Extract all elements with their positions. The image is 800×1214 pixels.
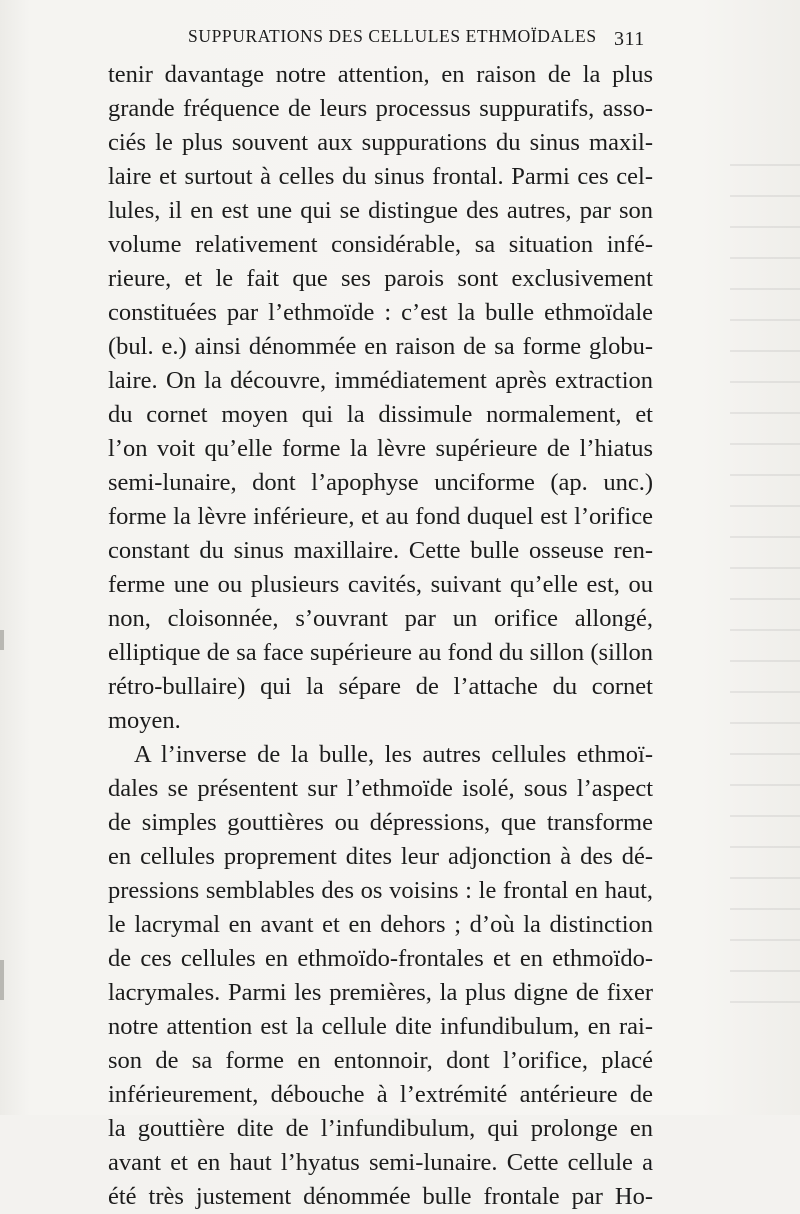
text-line: tenir davantage notre attention, en raison de la plus	[108, 61, 653, 88]
body-text	[108, 58, 653, 1214]
text-line: le lacrymal en avant et en dehors ; d’où la distinction	[108, 911, 653, 938]
running-header: SUPPURATIONS DES CELLULES ETHMOÏDALES	[188, 26, 597, 46]
text-line: ferme une ou plusieurs cavités, suivant qu’elle est, ou	[108, 571, 653, 598]
text-line: de ces cellules en ethmoïdo-frontales et en ethmoïdo-	[108, 945, 653, 972]
text-line: l’on voit qu’elle forme la lèvre supérieure de l’hiatus	[108, 435, 653, 462]
text-line: en cellules proprement dites leur adjonction à des dé-	[108, 843, 653, 870]
page-edge-mark	[0, 960, 4, 1000]
text-line: constituées par l’ethmoïde : c’est la bulle ethmoïdale	[108, 299, 653, 326]
text-line: (bul. e.) ainsi dénommée en raison de sa forme globu-	[108, 333, 653, 360]
text-line: elliptique de sa face supérieure au fond du sillon (sillon	[108, 639, 653, 666]
text-line: ciés le plus souvent aux suppurations du sinus maxil-	[108, 129, 653, 156]
page-number: 311	[614, 28, 645, 50]
text-line: volume relativement considérable, sa situation infé-	[108, 231, 653, 258]
text-line: de simples gouttières ou dépressions, que transforme	[108, 809, 653, 836]
text-line: la gouttière dite de l’infundibulum, qui prolonge en	[108, 1115, 653, 1142]
page-edge-mark	[0, 630, 4, 650]
text-line: notre attention est la cellule dite infundibulum, en rai-	[108, 1013, 653, 1040]
text-line: inférieurement, débouche à l’extrémité antérieure de	[108, 1081, 653, 1108]
text-line: avant et en haut l’hyatus semi-lunaire. Cette cellule a	[108, 1149, 653, 1176]
text-line: rieure, et le fait que ses parois sont exclusivement	[108, 265, 653, 292]
text-line: dales se présentent sur l’ethmoïde isolé, sous l’aspect	[108, 775, 653, 802]
text-line: rétro-bullaire) qui la sépare de l’attache du cornet	[108, 673, 653, 700]
text-line: semi-lunaire, dont l’apophyse unciforme (ap. unc.)	[108, 469, 653, 496]
text-line: laire. On la découvre, immédiatement après extraction	[108, 367, 653, 394]
text-line: moyen.	[108, 707, 181, 734]
show-through-text	[730, 150, 800, 1010]
text-line: pressions semblables des os voisins : le frontal en haut,	[108, 877, 653, 904]
text-line: lules, il en est une qui se distingue des autres, par son	[108, 197, 653, 224]
text-line: été très justement dénommée bulle frontale par Ho-	[108, 1183, 653, 1210]
text-line: A l’inverse de la bulle, les autres cellules ethmoï-	[134, 741, 653, 768]
text-line: son de sa forme en entonnoir, dont l’orifice, placé	[108, 1047, 653, 1074]
text-line: laire et surtout à celles du sinus frontal. Parmi ces cel-	[108, 163, 653, 190]
text-line: lacrymales. Parmi les premières, la plus digne de fixer	[108, 979, 653, 1006]
text-line: constant du sinus maxillaire. Cette bulle osseuse ren-	[108, 537, 653, 564]
text-line: grande fréquence de leurs processus suppuratifs, asso-	[108, 95, 653, 122]
text-line: non, cloisonnée, s’ouvrant par un orifice allongé,	[108, 605, 653, 632]
text-line: du cornet moyen qui la dissimule normalement, et	[108, 401, 653, 428]
text-line: forme la lèvre inférieure, et au fond duquel est l’orifice	[108, 503, 653, 530]
